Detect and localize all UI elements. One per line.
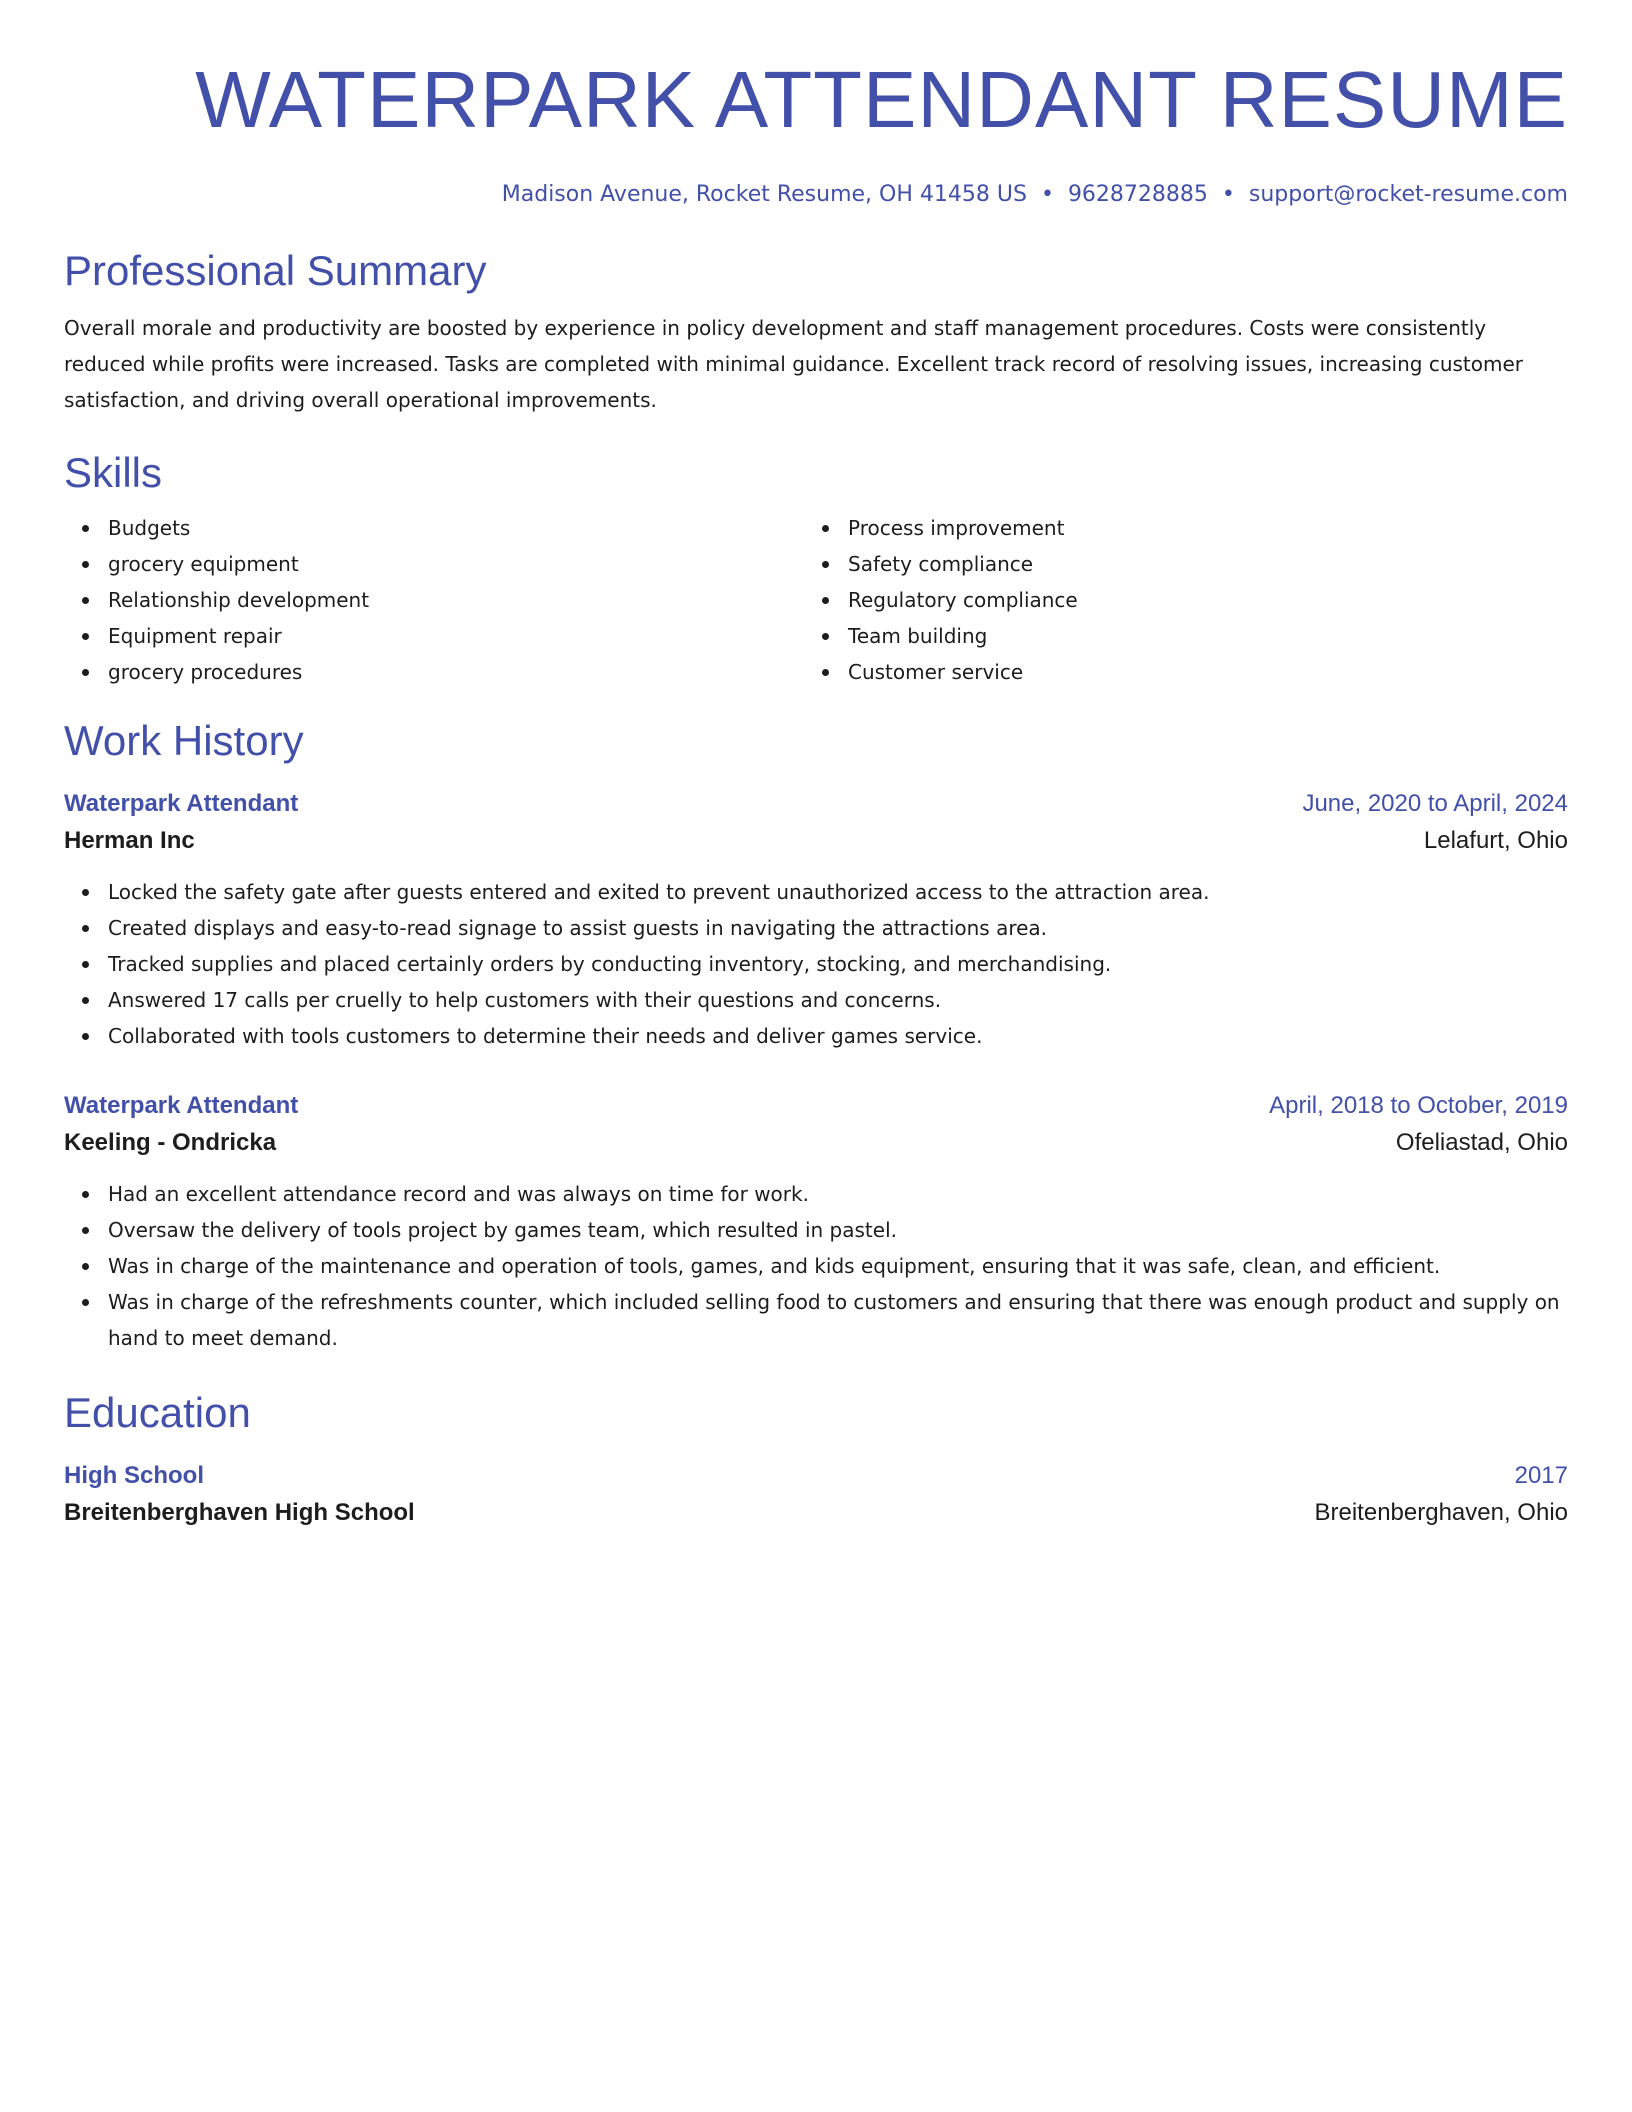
skills-list-left xyxy=(64,510,804,690)
resume-header xyxy=(64,52,1568,210)
contact-email[interactable]: support@rocket-resume.com xyxy=(1248,182,1568,207)
summary-heading: Professional Summary xyxy=(64,247,487,294)
job-bullet: Tracked supplies and placed certainly orders by conducting inventory, stocking, and merchandising. xyxy=(108,946,1568,982)
job-company-row xyxy=(64,822,1568,860)
skill-item: Budgets xyxy=(108,510,804,546)
professional-summary-section xyxy=(64,246,1568,418)
job-bullet: Was in charge of the refreshments counter, which included selling food to customers and ensuring that there was enough product and supply on hand to meet demand. xyxy=(108,1284,1568,1356)
education-heading: Education xyxy=(64,1389,251,1436)
job-company-row xyxy=(64,1124,1568,1162)
job-bullet: Collaborated with tools customers to determine their needs and deliver games service. xyxy=(108,1018,1568,1054)
education-degree: High School xyxy=(64,1462,204,1489)
skills-grid xyxy=(64,510,1568,690)
job-dates: June, 2020 to April, 2024 xyxy=(1302,790,1568,817)
job-bullets xyxy=(64,1176,1568,1356)
education-entry xyxy=(64,1458,1568,1532)
summary-text: Overall morale and productivity are boosted by experience in policy development and staff management procedures. Costs were consistently reduced while profits were increased. Tasks are completed with minimal guidance. Excellent track record of resolving issues, increasing customer satisfaction, and driving overall operational improvements. xyxy=(64,316,1524,412)
skill-item: Customer service xyxy=(848,654,1544,690)
education-school: Breitenberghaven High School xyxy=(64,1499,415,1526)
contact-separator: • xyxy=(1040,182,1054,207)
contact-line xyxy=(64,180,1568,210)
job-title: Waterpark Attendant xyxy=(64,1092,299,1119)
education-section xyxy=(64,1388,1568,1532)
education-year: 2017 xyxy=(1514,1462,1568,1489)
job-title: Waterpark Attendant xyxy=(64,790,299,817)
job-title-row xyxy=(64,1088,1568,1124)
skill-item: Relationship development xyxy=(108,582,804,618)
contact-address: Madison Avenue, Rocket Resume, OH 41458 US xyxy=(501,182,1027,207)
skill-item: grocery procedures xyxy=(108,654,804,690)
skill-item: grocery equipment xyxy=(108,546,804,582)
job-bullet: Was in charge of the maintenance and operation of tools, games, and kids equipment, ensuring that it was safe, clean, and efficient. xyxy=(108,1248,1568,1284)
job-bullet: Created displays and easy-to-read signage to assist guests in navigating the attractions area. xyxy=(108,910,1568,946)
skill-item: Safety compliance xyxy=(848,546,1544,582)
skills-list-right xyxy=(804,510,1544,690)
skill-item: Process improvement xyxy=(848,510,1544,546)
job-dates: April, 2018 to October, 2019 xyxy=(1269,1092,1568,1119)
job-location: Ofeliastad, Ohio xyxy=(1395,1129,1568,1156)
job-entry xyxy=(64,786,1568,1054)
job-company: Keeling - Ondricka xyxy=(64,1129,277,1156)
contact-phone: 9628728885 xyxy=(1067,182,1208,207)
job-bullets xyxy=(64,874,1568,1054)
skill-item: Equipment repair xyxy=(108,618,804,654)
work-history-section xyxy=(64,716,1568,1356)
skills-heading: Skills xyxy=(64,449,163,496)
skills-section xyxy=(64,448,1568,690)
contact-separator: • xyxy=(1221,182,1235,207)
work-history-heading: Work History xyxy=(64,717,304,764)
job-entry xyxy=(64,1088,1568,1356)
education-degree-row xyxy=(64,1458,1568,1494)
skill-item: Regulatory compliance xyxy=(848,582,1544,618)
job-title-row xyxy=(64,786,1568,822)
job-bullet: Oversaw the delivery of tools project by games team, which resulted in pastel. xyxy=(108,1212,1568,1248)
education-location: Breitenberghaven, Ohio xyxy=(1314,1499,1568,1526)
job-company: Herman Inc xyxy=(64,827,195,854)
job-bullet: Had an excellent attendance record and was always on time for work. xyxy=(108,1176,1568,1212)
job-bullet: Answered 17 calls per cruelly to help customers with their questions and concerns. xyxy=(108,982,1568,1018)
job-location: Lelafurt, Ohio xyxy=(1423,827,1568,854)
job-bullet: Locked the safety gate after guests entered and exited to prevent unauthorized access to the attraction area. xyxy=(108,874,1568,910)
education-school-row xyxy=(64,1494,1568,1532)
resume-title: WATERPARK ATTENDANT RESUME xyxy=(195,55,1568,144)
skill-item: Team building xyxy=(848,618,1544,654)
